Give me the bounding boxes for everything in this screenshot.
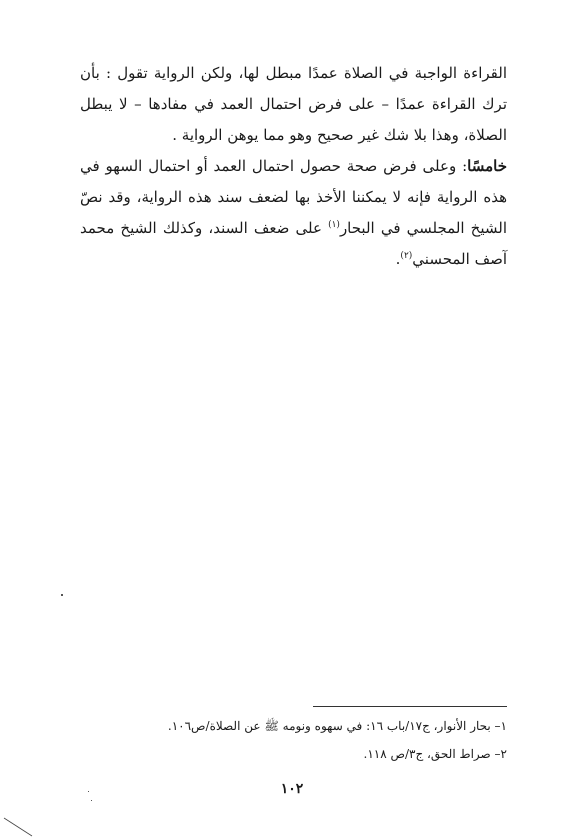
paragraph-2-text-a: : وعلى فرض صحة حصول احتمال العمد أو احتمال السهو في هذه الرواية فإنه لا يمكننا الأخذ بها لضعف سند هذه الرواية، وقد نصّ الشيخ المجلسي في البحار xyxy=(80,157,507,237)
body-text xyxy=(80,58,507,275)
paragraph-2-text-b: على ضعف السند، وكذلك الشيخ محمد آصف المحسني xyxy=(80,219,507,268)
paragraph-2-end: . xyxy=(395,250,401,268)
footnote-divider xyxy=(313,706,507,707)
footnote-2: ٢– صراط الحق، ج٣/ص ١١٨. xyxy=(363,747,507,761)
scan-speck xyxy=(61,594,63,596)
footnote-ref-1: (١) xyxy=(328,220,340,230)
footnotes xyxy=(100,712,507,768)
footnote-1: ١– بحار الأنوار، ج١٧/باب ١٦: في سهوه ونومه ﷺ عن الصلاة/ص١٠٦. xyxy=(167,719,507,733)
scan-speck xyxy=(91,800,92,801)
scan-speck xyxy=(88,791,89,792)
footnote-ref-2: (٢) xyxy=(400,251,413,261)
paragraph-2-lead: خامسًا xyxy=(467,157,507,175)
page-number: ١٠٢ xyxy=(280,781,304,797)
paragraph-1: القراءة الواجبة في الصلاة عمدًا مبطل لها، ولكن الرواية تقول : بأن ترك القراءة عمدًا – على فرض احتمال العمد في مفادها – لا يبطل الصلاة، وهذا بلا شك غير صحيح وهو مما يوهن الرواية . xyxy=(80,64,507,144)
paragraph-2 xyxy=(80,151,507,275)
